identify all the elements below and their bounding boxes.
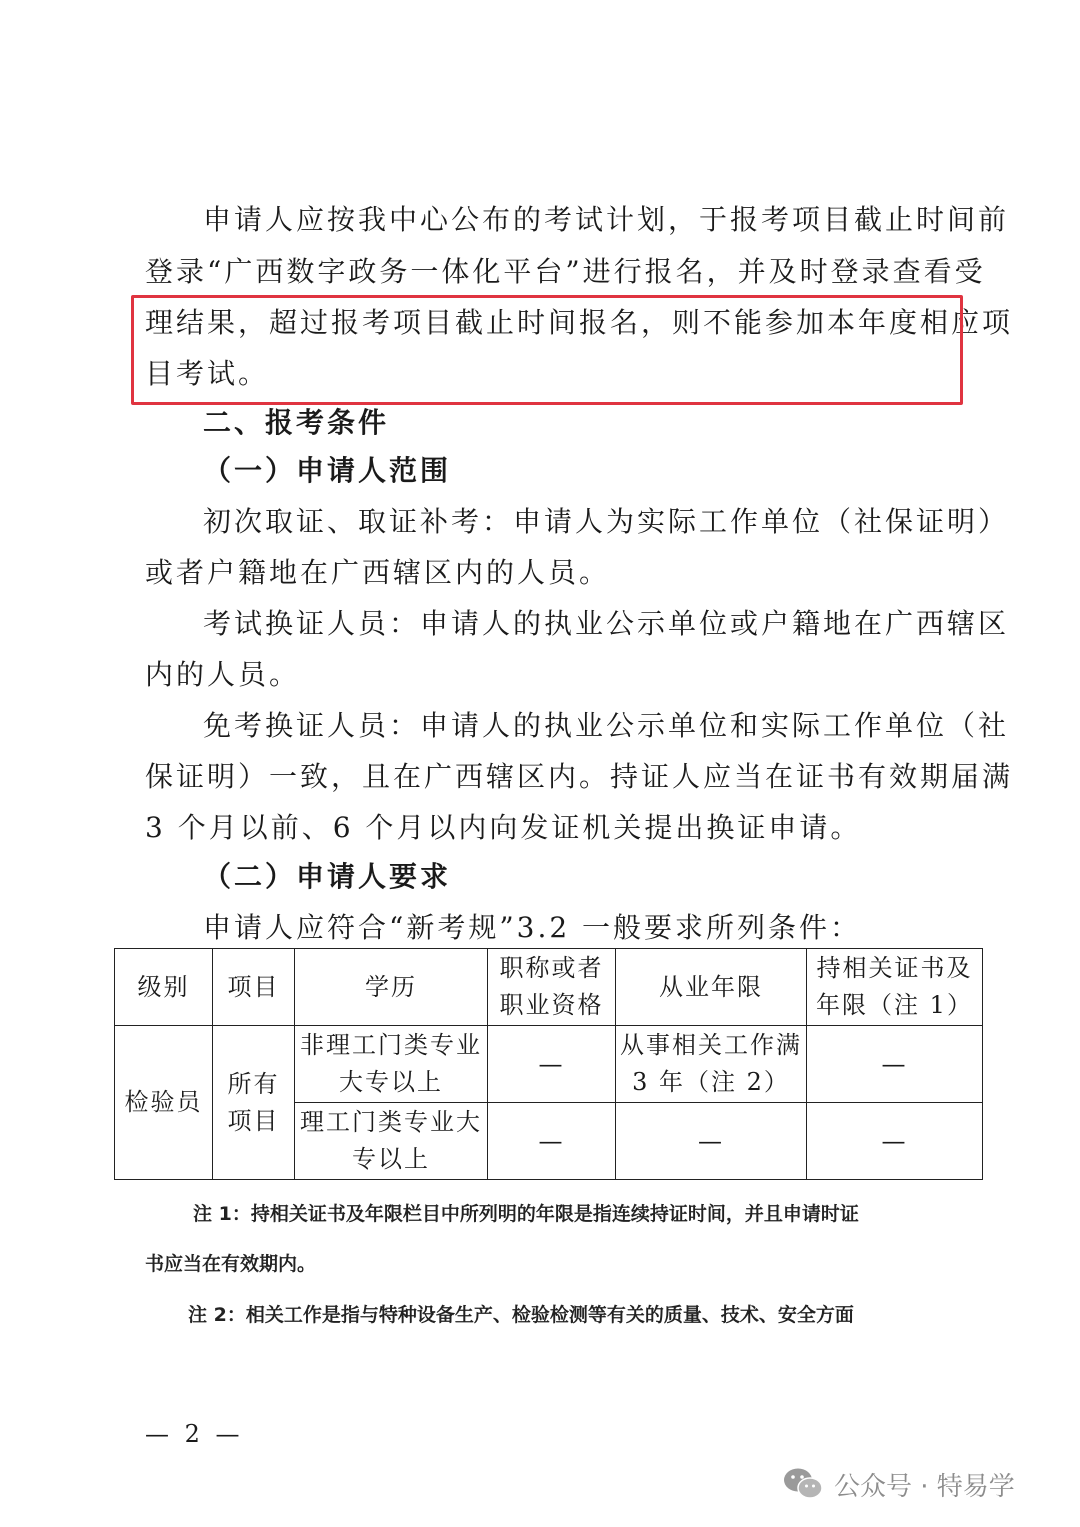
paragraph-line: 免考换证人员：申请人的执业公示单位和实际工作单位（社 (203, 709, 1010, 742)
table-cell: 理工门类专业大专以上 (295, 1103, 488, 1180)
paragraph-line: 申请人应按我中心公布的考试计划，于报考项目截止时间前 (203, 203, 1010, 236)
table-cell: 从事相关工作满 3 年（注 2） (616, 1026, 807, 1103)
paragraph-line: 登录“广西数字政务一体化平台”进行报名，并及时登录查看受 (145, 255, 986, 288)
table-cell-project: 所有项目 (213, 1026, 295, 1180)
table-cell: — (488, 1103, 616, 1180)
table-row (115, 1026, 983, 1103)
paragraph-line: 保证明）一致，且在广西辖区内。持证人应当在证书有效期届满 (145, 760, 1014, 793)
table-cell: 非理工门类专业大专以上 (295, 1026, 488, 1103)
wechat-icon (782, 1466, 824, 1502)
table-header: 项目 (213, 949, 295, 1026)
table-header: 从业年限 (616, 949, 807, 1026)
table-header: 持相关证书及年限（注 1） (807, 949, 983, 1026)
paragraph-line: 3 个月以前、6 个月以内向发证机关提出换证申请。 (145, 811, 862, 844)
footnote: 注 2：相关工作是指与特种设备生产、检验检测等有关的质量、技术、安全方面 (188, 1304, 854, 1326)
paragraph-line: 或者户籍地在广西辖区内的人员。 (145, 556, 611, 589)
paragraph-line: 理结果，超过报考项目截止时间报名，则不能参加本年度相应项 (145, 306, 1014, 339)
red-highlight-box (131, 295, 1014, 405)
watermark (782, 1462, 1015, 1506)
subsection-title: （二）申请人要求 (203, 860, 452, 893)
table-header: 级别 (115, 949, 213, 1026)
paragraph-line: 初次取证、取证补考：申请人为实际工作单位（社保证明） (203, 505, 1010, 538)
footnote: 书应当在有效期内。 (145, 1253, 317, 1275)
requirements-table (114, 948, 983, 1180)
section-title: 二、报考条件 (203, 406, 390, 439)
paragraph-line: 申请人应符合“新考规”3.2 一般要求所列条件： (203, 911, 862, 944)
watermark-text: 公众号 · 特易学 (834, 1471, 1015, 1502)
table-header: 职称或者职业资格 (488, 949, 616, 1026)
table-cell: — (807, 1103, 983, 1180)
table-header-row (115, 949, 983, 1026)
paragraph-line: 内的人员。 (145, 658, 301, 691)
page-number: — 2 — (145, 1420, 244, 1448)
table-header: 学历 (295, 949, 488, 1026)
subsection-title: （一）申请人范围 (203, 454, 452, 487)
footnote: 注 1：持相关证书及年限栏目中所列明的年限是指连续持证时间，并且申请时证 (193, 1203, 859, 1225)
paragraph-line: 考试换证人员：申请人的执业公示单位或户籍地在广西辖区 (203, 607, 1010, 640)
paragraph-line: 目考试。 (145, 357, 270, 390)
table-cell: — (488, 1026, 616, 1103)
table-cell: — (616, 1103, 807, 1180)
table-cell: — (807, 1026, 983, 1103)
table-cell-level: 检验员 (115, 1026, 213, 1180)
